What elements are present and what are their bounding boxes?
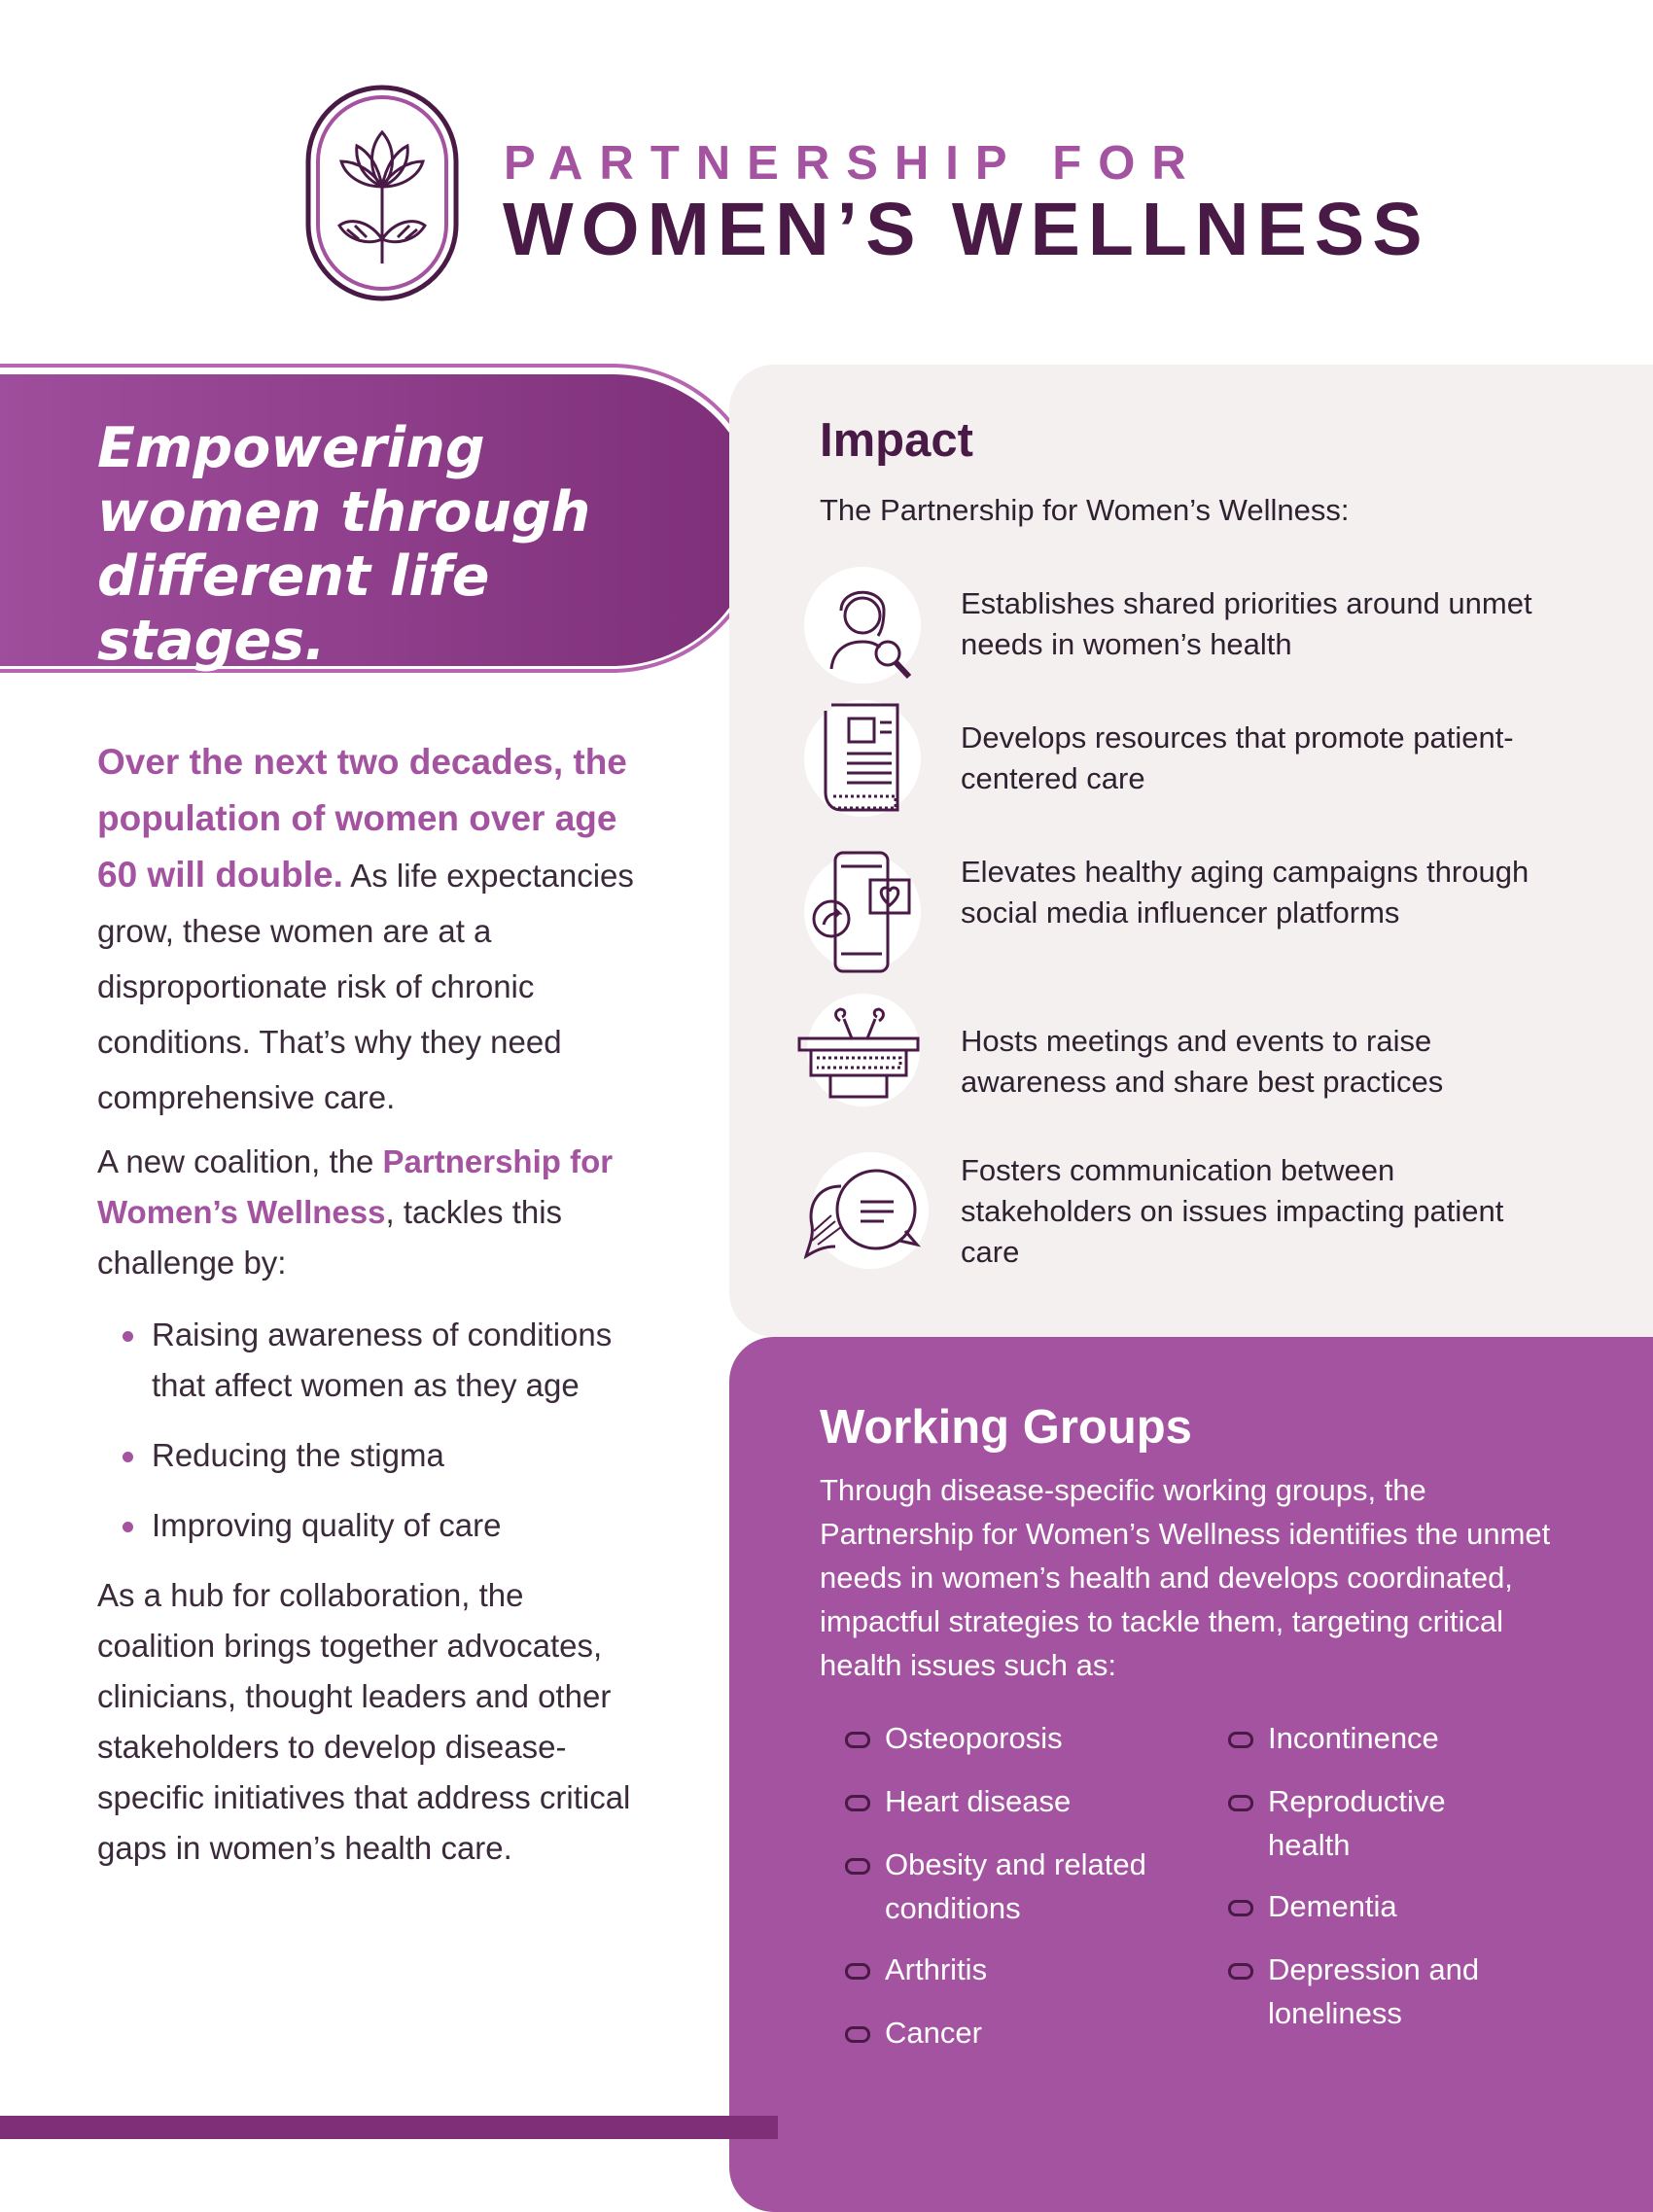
coalition-name: Partnership for Women’s Wellness xyxy=(97,1143,614,1230)
condition-item: Cancer xyxy=(885,2011,982,2054)
lotus-logo-icon xyxy=(304,84,460,302)
impact-item: Elevates healthy aging campaigns through social media influencer platforms xyxy=(961,855,1530,930)
impact-subtitle: The Partnership for Women’s Wellness: xyxy=(820,493,1350,527)
person-search-icon xyxy=(802,562,929,688)
impact-heading: Impact xyxy=(820,414,973,467)
podium-icon xyxy=(795,992,922,1118)
condition-item: Heart disease xyxy=(885,1779,1071,1823)
impact-item: Fosters communication between stakeholders on issues impacting patient care xyxy=(961,1153,1504,1269)
phone-social-icon xyxy=(802,849,929,975)
impact-item: Establishes shared priorities around unmet needs in women’s health xyxy=(961,586,1532,661)
impact-item: Hosts meetings and events to raise awareness and share best practices xyxy=(961,1024,1444,1099)
hero-line: women through xyxy=(97,480,591,544)
coalition-text-post: , tackles this challenge by: xyxy=(97,1194,563,1281)
brand-tagline: PARTNERSHIP FOR xyxy=(504,137,1203,190)
challenge-list xyxy=(97,1310,642,1551)
condition-item: Reproductive health xyxy=(1268,1779,1521,1867)
brand-name: WOMEN’S WELLNESS xyxy=(503,188,1430,271)
intro-highlight: Over the next two decades, the population of women over age 60 will double. xyxy=(97,742,627,895)
list-item: Improving quality of care xyxy=(152,1500,642,1551)
list-item: Reducing the stigma xyxy=(152,1430,642,1481)
condition-item: Arthritis xyxy=(885,1948,987,1991)
footer-bar xyxy=(0,2116,778,2139)
condition-item: Osteoporosis xyxy=(885,1716,1063,1760)
condition-item: Dementia xyxy=(1268,1884,1397,1928)
document-icon xyxy=(802,695,929,822)
left-column xyxy=(97,734,642,1874)
condition-item: Depression and loneliness xyxy=(1268,1948,1560,2035)
working-groups-text: Through disease-specific working groups, the Partnership for Women’s Wellness identifies the unmet needs in women’s health and develops coordinated, impactful strategies to tackle them, targeting critical health issues such as: xyxy=(820,1473,1551,1682)
list-item: Raising awareness of conditions that affect women as they age xyxy=(152,1310,642,1411)
hero-line: Empowering xyxy=(97,416,485,480)
coalition-paragraph xyxy=(97,1137,642,1288)
condition-item: Obesity and related conditions xyxy=(885,1843,1196,1930)
hero-line: different life stages. xyxy=(97,544,490,673)
intro-text: As life expectancies grow, these women are at a disproportionate risk of chronic conditions. That’s why they need comprehensive care. xyxy=(97,858,634,1115)
coalition-text-pre: A new coalition, the xyxy=(97,1143,383,1179)
condition-item: Incontinence xyxy=(1268,1716,1439,1760)
hub-paragraph: As a hub for collaboration, the coalition brings together advocates, clinicians, thought leaders and other stakeholders to develop disease-specific initiatives that address critical gaps in women’s health care. xyxy=(97,1577,631,1866)
working-groups-heading: Working Groups xyxy=(820,1401,1192,1454)
chat-bubbles-icon xyxy=(802,1147,929,1274)
intro-paragraph xyxy=(97,734,642,1125)
impact-item: Develops resources that promote patient-centered care xyxy=(961,720,1514,795)
hero-title xyxy=(97,416,681,673)
